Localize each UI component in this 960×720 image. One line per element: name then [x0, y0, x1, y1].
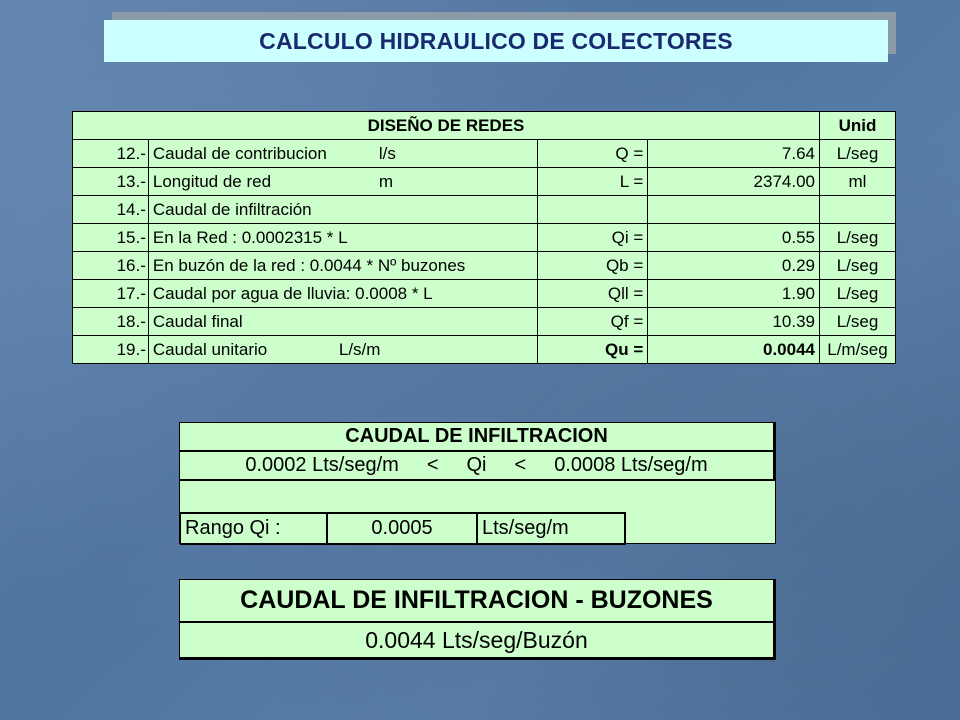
- infiltration-range: [180, 452, 775, 481]
- row-value: 2374.00: [648, 168, 820, 196]
- row-description-text: Caudal por agua de lluvia: 0.0008 * L: [152, 283, 433, 303]
- row-unit: L/seg: [819, 224, 895, 252]
- infiltration-box: [179, 422, 776, 544]
- row-description: [148, 168, 538, 196]
- row-symbol: Qi =: [538, 224, 648, 252]
- row-description: [148, 336, 538, 364]
- row-number: 13.-: [73, 168, 149, 196]
- row-description-unit: m: [378, 171, 394, 191]
- slide-title-box: [104, 20, 888, 62]
- infiltration-title: CAUDAL DE INFILTRACION: [180, 423, 775, 452]
- row-value: 10.39: [648, 308, 820, 336]
- row-description-text: En buzón de la red : 0.0044 * Nº buzones: [152, 255, 466, 275]
- range-qi: Qi: [466, 454, 487, 476]
- row-symbol: Qb =: [538, 252, 648, 280]
- row-number: 17.-: [73, 280, 149, 308]
- row-symbol: Qu =: [538, 336, 648, 364]
- row-unit: L/seg: [819, 252, 895, 280]
- design-table-row: [73, 224, 896, 252]
- row-symbol: Qll =: [538, 280, 648, 308]
- rango-label: Rango Qi :: [180, 512, 328, 545]
- row-description: [148, 252, 538, 280]
- design-table-row: [73, 140, 896, 168]
- row-symbol: [538, 196, 648, 224]
- row-description: [148, 140, 538, 168]
- row-number: 19.-: [73, 336, 149, 364]
- row-description-text: Caudal unitario: [152, 339, 268, 359]
- design-table-row: [73, 252, 896, 280]
- design-table-row: [73, 308, 896, 336]
- range-lt-1: <: [426, 454, 439, 476]
- row-description-text: Caudal final: [152, 311, 243, 331]
- row-number: 18.-: [73, 308, 149, 336]
- row-description: [148, 280, 538, 308]
- range-low: 0.0002 Lts/seg/m: [245, 454, 399, 476]
- row-number: 16.-: [73, 252, 149, 280]
- design-table-header: DISEÑO DE REDES: [73, 112, 820, 140]
- row-unit: L/seg: [819, 280, 895, 308]
- design-table: [72, 111, 896, 364]
- design-table-row: [73, 168, 896, 196]
- row-description-unit: l/s: [378, 143, 396, 163]
- row-symbol: Qf =: [538, 308, 648, 336]
- row-number: 15.-: [73, 224, 149, 252]
- row-value: 1.90: [648, 280, 820, 308]
- row-value: 7.64: [648, 140, 820, 168]
- row-symbol: Q =: [538, 140, 648, 168]
- row-description: [148, 196, 538, 224]
- row-description-text: Caudal de contribucion: [152, 143, 327, 163]
- design-table-row: [73, 280, 896, 308]
- row-number: 14.-: [73, 196, 149, 224]
- design-table-row: [73, 336, 896, 364]
- design-table-header-row: [73, 112, 896, 140]
- row-value: 0.29: [648, 252, 820, 280]
- range-high: 0.0008 Lts/seg/m: [554, 454, 708, 476]
- row-description-text: Longitud de red: [152, 171, 272, 191]
- rango-value: 0.0005: [328, 512, 478, 545]
- row-unit: [819, 196, 895, 224]
- row-unit: L/seg: [819, 140, 895, 168]
- row-unit: ml: [819, 168, 895, 196]
- buzones-title: CAUDAL DE INFILTRACION - BUZONES: [180, 580, 775, 623]
- row-description: [148, 308, 538, 336]
- rango-unit: Lts/seg/m: [478, 512, 626, 545]
- row-unit: L/seg: [819, 308, 895, 336]
- row-number: 12.-: [73, 140, 149, 168]
- row-unit: L/m/seg: [819, 336, 895, 364]
- rango-row: [180, 512, 626, 545]
- row-description-text: Caudal de infiltración: [152, 199, 312, 219]
- row-description-unit: L/s/m: [338, 339, 381, 359]
- buzones-box: [179, 579, 776, 660]
- range-lt-2: <: [514, 454, 527, 476]
- unit-header: Unid: [819, 112, 895, 140]
- row-value: 0.55: [648, 224, 820, 252]
- row-value: 0.0044: [648, 336, 820, 364]
- design-table-row: [73, 196, 896, 224]
- row-description-text: En la Red : 0.0002315 * L: [152, 227, 348, 247]
- slide-title: CALCULO HIDRAULICO DE COLECTORES: [259, 27, 733, 54]
- row-value: [648, 196, 820, 224]
- row-description: [148, 224, 538, 252]
- buzones-value: 0.0044 Lts/seg/Buzón: [180, 623, 775, 659]
- row-symbol: L =: [538, 168, 648, 196]
